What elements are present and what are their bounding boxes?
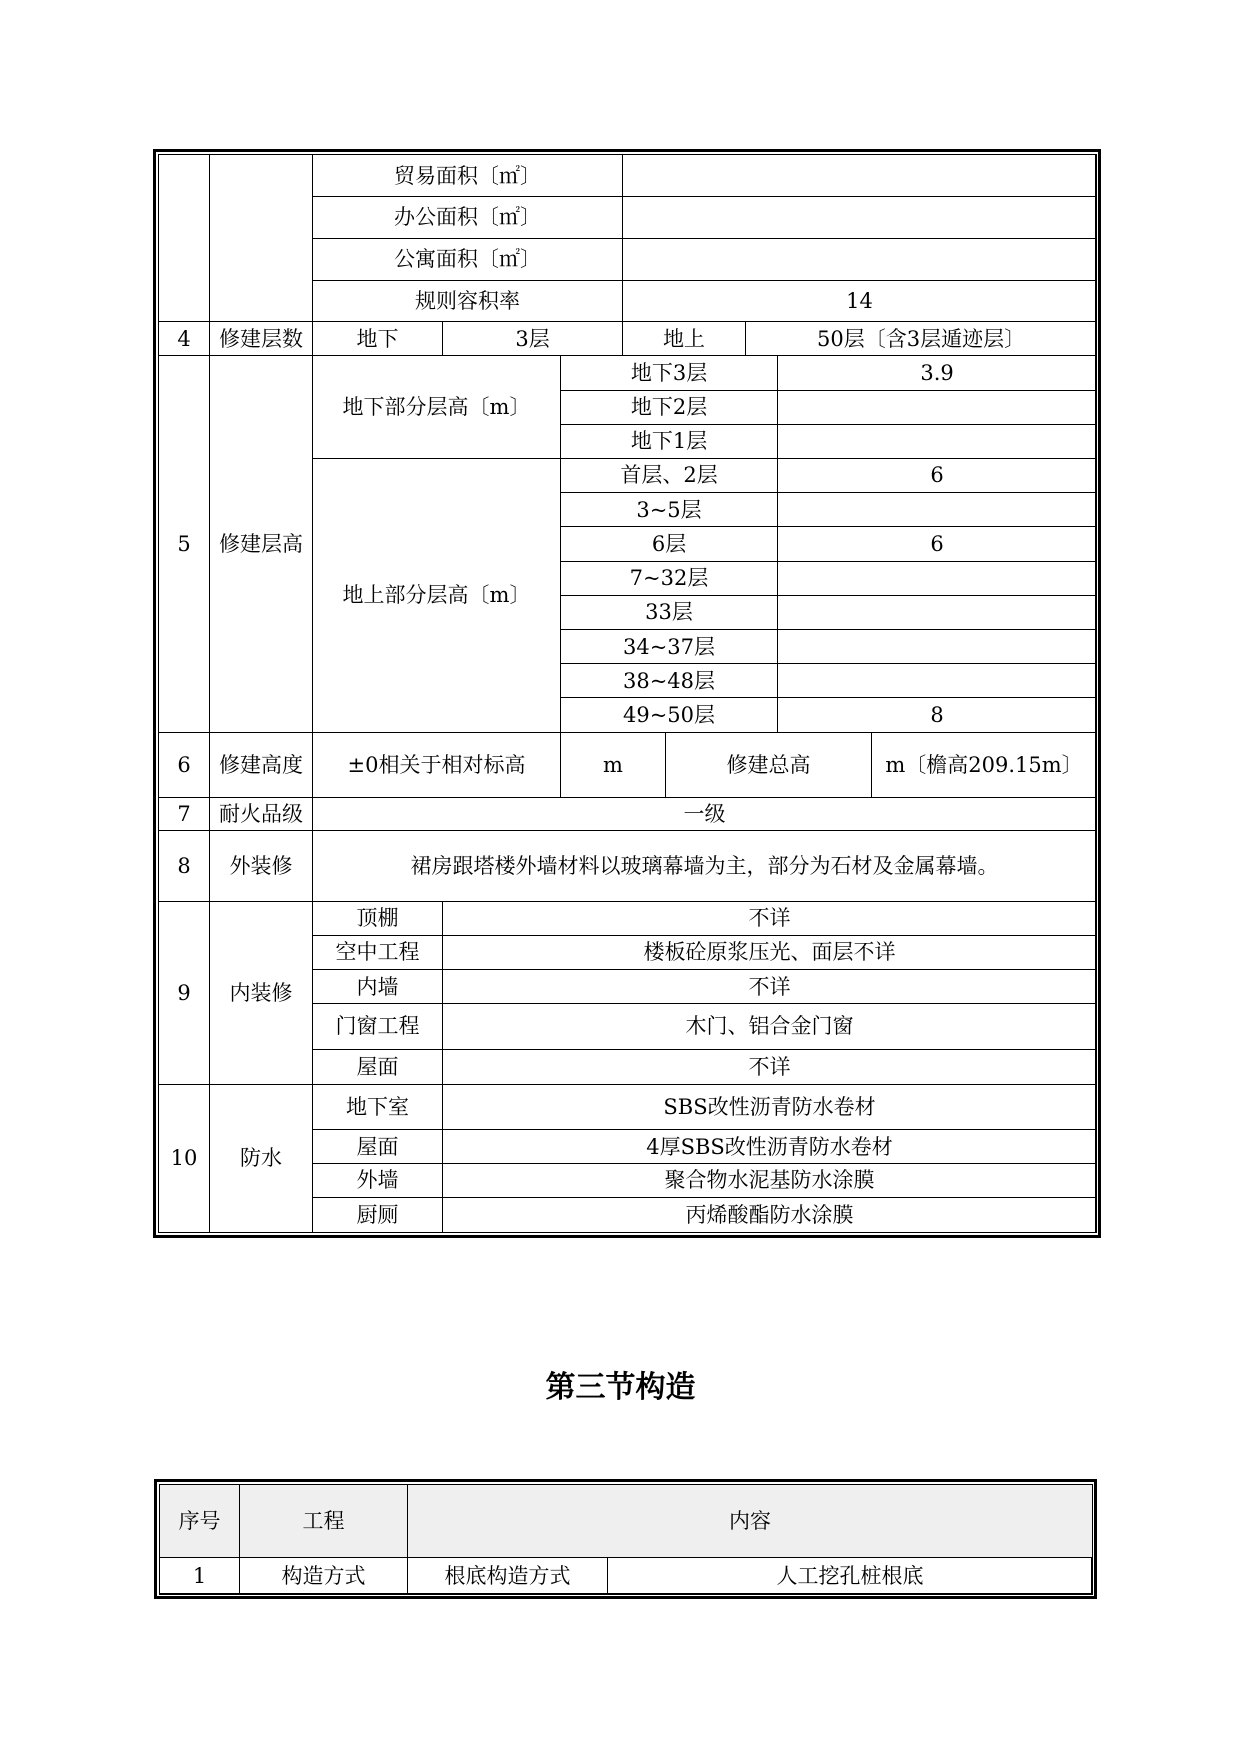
floor-label: 49~50层 bbox=[561, 698, 778, 732]
section-title: 第三节构造 bbox=[545, 1370, 696, 1405]
row-number: 7 bbox=[159, 798, 210, 831]
row-number: 6 bbox=[159, 732, 210, 797]
floor-label: 7~32层 bbox=[561, 561, 778, 595]
row-sub-item: 根底构造方式 bbox=[408, 1558, 608, 1595]
waterproof-sub-value: 丙烯酸酯防水涂膜 bbox=[443, 1197, 1097, 1232]
floor-label: 38~48层 bbox=[561, 664, 778, 698]
plot-ratio-value: 14 bbox=[623, 280, 1097, 321]
floor-label: 地下3层 bbox=[561, 356, 778, 390]
table-row bbox=[159, 155, 1097, 197]
row-number: 10 bbox=[159, 1084, 210, 1232]
row-item: 防水 bbox=[210, 1084, 313, 1232]
interior-sub-value: 不详 bbox=[443, 970, 1097, 1004]
fire-rating-value: 一级 bbox=[313, 798, 1097, 831]
waterproof-sub-value: 聚合物水泥基防水涂膜 bbox=[443, 1164, 1097, 1197]
floor-height: 8 bbox=[778, 698, 1097, 732]
row-item: 修建层数 bbox=[210, 322, 313, 356]
floor-height: 3.9 bbox=[778, 356, 1097, 390]
table-row bbox=[159, 901, 1097, 935]
interior-sub-value: 不详 bbox=[443, 901, 1097, 935]
floor-label: 地下1层 bbox=[561, 424, 778, 458]
building-info-table bbox=[158, 154, 1097, 1233]
floor-height bbox=[778, 561, 1097, 595]
total-height-value: m〔檐高209.15m〕 bbox=[872, 732, 1097, 797]
interior-sub-label: 顶棚 bbox=[313, 901, 443, 935]
interior-sub-label: 屋面 bbox=[313, 1049, 443, 1084]
structure-table bbox=[159, 1484, 1093, 1595]
table-row bbox=[159, 798, 1097, 831]
row-number: 1 bbox=[160, 1558, 240, 1595]
below-ground-label: 地下 bbox=[313, 322, 443, 356]
table-row bbox=[159, 831, 1097, 901]
table-row bbox=[159, 322, 1097, 356]
office-area-value bbox=[623, 197, 1097, 238]
office-area-label: 办公面积〔㎡〕 bbox=[313, 197, 623, 238]
floor-label: 3~5层 bbox=[561, 493, 778, 527]
row-value: 人工挖孔桩根底 bbox=[608, 1558, 1093, 1595]
table-row bbox=[159, 1084, 1097, 1129]
header-content: 内容 bbox=[408, 1485, 1093, 1558]
table-row bbox=[160, 1558, 1093, 1595]
floor-label: 6层 bbox=[561, 527, 778, 561]
floor-height bbox=[778, 664, 1097, 698]
above-ground-floors: 50层〔含3层遁迹层〕 bbox=[746, 322, 1097, 356]
floor-height bbox=[778, 390, 1097, 424]
relative-elevation-label: ±0相关于相对标高 bbox=[313, 732, 561, 797]
floor-height bbox=[778, 424, 1097, 458]
trade-area-label: 贸易面积〔㎡〕 bbox=[313, 155, 623, 197]
table-row bbox=[159, 356, 1097, 390]
above-ground-label: 地上 bbox=[623, 322, 746, 356]
trade-area-value bbox=[623, 155, 1097, 197]
waterproof-sub-label: 外墙 bbox=[313, 1164, 443, 1197]
relative-elevation-value: m bbox=[561, 732, 666, 797]
floor-height bbox=[778, 595, 1097, 629]
total-height-label: 修建总高 bbox=[666, 732, 872, 797]
table-header-row bbox=[160, 1485, 1093, 1558]
waterproof-sub-value: 4厚SBS改性沥青防水卷材 bbox=[443, 1130, 1097, 1164]
blank-cell bbox=[159, 155, 210, 322]
row-project: 构造方式 bbox=[240, 1558, 408, 1595]
exterior-finish-value: 裙房跟塔楼外墙材料以玻璃幕墙为主，部分为石材及金属幕墙。 bbox=[313, 831, 1097, 901]
above-ground-height-group: 地上部分层高〔m〕 bbox=[313, 458, 561, 732]
waterproof-sub-value: SBS改性沥青防水卷材 bbox=[443, 1084, 1097, 1129]
row-item: 外装修 bbox=[210, 831, 313, 901]
row-number: 8 bbox=[159, 831, 210, 901]
row-number: 9 bbox=[159, 901, 210, 1084]
below-ground-height-group: 地下部分层高〔m〕 bbox=[313, 356, 561, 459]
floor-label: 地下2层 bbox=[561, 390, 778, 424]
blank-cell bbox=[210, 155, 313, 322]
interior-sub-value: 楼板砼原浆压光、面层不详 bbox=[443, 935, 1097, 969]
apartment-area-value bbox=[623, 238, 1097, 280]
row-item: 修建层高 bbox=[210, 356, 313, 732]
row-item: 修建高度 bbox=[210, 732, 313, 797]
interior-sub-value: 不详 bbox=[443, 1049, 1097, 1084]
interior-sub-label: 空中工程 bbox=[313, 935, 443, 969]
row-item: 内装修 bbox=[210, 901, 313, 1084]
below-ground-floors: 3层 bbox=[443, 322, 623, 356]
header-no: 序号 bbox=[160, 1485, 240, 1558]
floor-height bbox=[778, 493, 1097, 527]
floor-label: 34~37层 bbox=[561, 630, 778, 664]
waterproof-sub-label: 厨厕 bbox=[313, 1197, 443, 1232]
apartment-area-label: 公寓面积〔㎡〕 bbox=[313, 238, 623, 280]
floor-label: 33层 bbox=[561, 595, 778, 629]
interior-sub-label: 门窗工程 bbox=[313, 1004, 443, 1049]
interior-sub-label: 内墙 bbox=[313, 970, 443, 1004]
floor-height: 6 bbox=[778, 458, 1097, 492]
floor-height: 6 bbox=[778, 527, 1097, 561]
row-number: 4 bbox=[159, 322, 210, 356]
row-number: 5 bbox=[159, 356, 210, 732]
waterproof-sub-label: 屋面 bbox=[313, 1130, 443, 1164]
header-project: 工程 bbox=[240, 1485, 408, 1558]
row-item: 耐火品级 bbox=[210, 798, 313, 831]
waterproof-sub-label: 地下室 bbox=[313, 1084, 443, 1129]
floor-height bbox=[778, 630, 1097, 664]
plot-ratio-label: 规则容积率 bbox=[313, 280, 623, 321]
table-row bbox=[159, 732, 1097, 797]
floor-label: 首层、2层 bbox=[561, 458, 778, 492]
interior-sub-value: 木门、铝合金门窗 bbox=[443, 1004, 1097, 1049]
